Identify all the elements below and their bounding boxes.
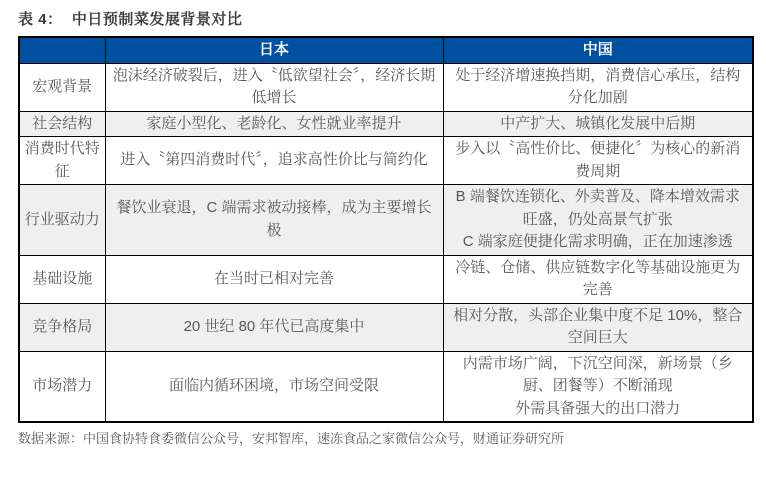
row-label: 行业驱动力 (19, 185, 105, 256)
cell-text: 面临内循环困境，市场空间受限 (168, 377, 379, 394)
cell-china (443, 137, 753, 185)
cell-text: 家庭小型化、老龄化、女性就业率提升 (146, 114, 402, 132)
cell-text: C 端家庭便捷化需求明确，正在加速渗透 (462, 233, 733, 250)
source-note: 数据来源：中国食协特食委微信公众号，安邦智库，速冻食品之家微信公众号，财通证券研究所 (18, 431, 565, 446)
table-row (19, 255, 753, 303)
cell-japan (105, 185, 443, 256)
cell-text: 进入〝第四消费时代〞，追求高性价比与简约化 (120, 151, 428, 169)
cell-text: 冷链、仓储、供应链数字化等基础设施更为完善 (455, 258, 741, 298)
cell-china (443, 351, 753, 422)
cell-japan (105, 303, 443, 351)
cell-text: 餐饮业衰退，C 端需求被动接棒，成为主要增长极 (116, 199, 432, 239)
table-row (19, 303, 753, 351)
cell-text: 泡沫经济破裂后，进入〝低欲望社会〞，经济长期低增长 (112, 66, 436, 106)
cell-text: 处于经济增速换挡期，消费信心承压，结构分化加剧 (455, 66, 741, 106)
cell-text: 20 世纪 80 年代已高度集中 (183, 317, 365, 335)
comparison-table (18, 36, 754, 423)
cell-china (443, 111, 753, 137)
cell-text: B 端餐饮连锁化、外卖普及、降本增效需求旺盛，仍处高景气扩张 (455, 188, 740, 228)
row-label: 基础设施 (19, 255, 105, 303)
cell-japan (105, 351, 443, 422)
table-row (19, 137, 753, 185)
cell-text: 在当时已相对完善 (213, 269, 334, 287)
table-row (19, 63, 753, 111)
cell-text: 中产扩大、城镇化发展中后期 (500, 114, 696, 132)
table-title: 表 4： 中日预制菜发展背景对比 (18, 11, 243, 28)
cell-japan (105, 255, 443, 303)
cell-japan (105, 137, 443, 185)
cell-text: 相对分散，头部企业集中度不足 10%，整合空间巨大 (453, 306, 743, 346)
row-label: 市场潜力 (19, 351, 105, 422)
row-label: 消费时代特征 (19, 137, 105, 185)
cell-japan (105, 63, 443, 111)
header-row (19, 37, 753, 63)
cell-china (443, 63, 753, 111)
table-row (19, 111, 753, 137)
cell-text: 外需具备强大的出口潜力 (515, 399, 681, 417)
cell-text: 步入以〝高性价比、便捷化〞为核心的新消费周期 (455, 140, 741, 180)
cell-text: 内需市场广阔，下沉空间深，新场景（乡厨、团餐等）不断涌现 (462, 354, 733, 394)
row-label: 社会结构 (19, 111, 105, 137)
cell-china (443, 255, 753, 303)
cell-china (443, 303, 753, 351)
cell-china (443, 185, 753, 256)
cell-japan (105, 111, 443, 137)
header-cell-japan: 日本 (105, 37, 443, 63)
table-row (19, 351, 753, 422)
table-row (19, 185, 753, 256)
header-cell-china: 中国 (443, 37, 753, 63)
row-label: 宏观背景 (19, 63, 105, 111)
header-cell-empty (19, 37, 105, 63)
row-label: 竞争格局 (19, 303, 105, 351)
